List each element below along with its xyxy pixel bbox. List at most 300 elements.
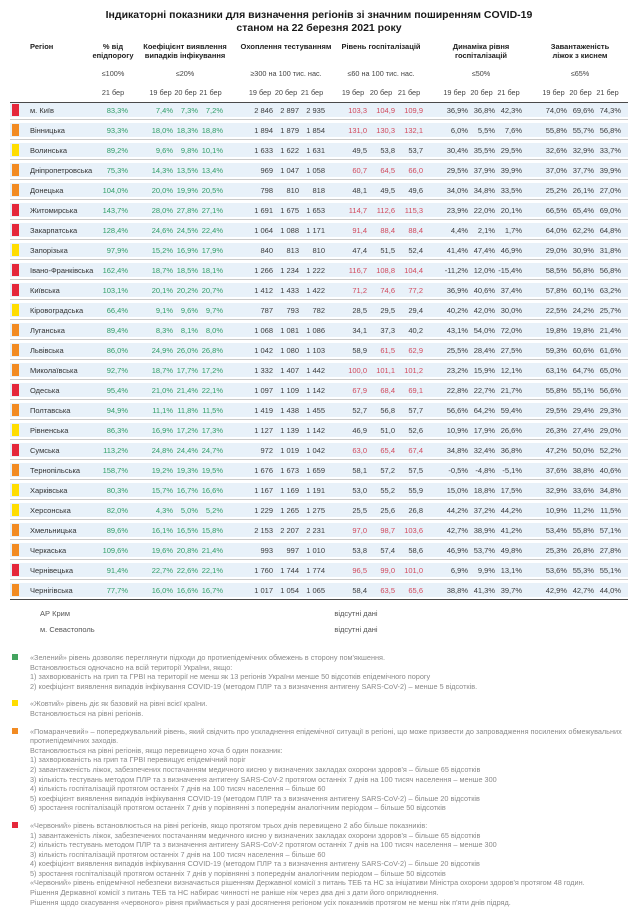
value-cell: 1 109 xyxy=(280,385,299,395)
value-cell: 1 691 xyxy=(254,205,273,215)
value-cell: 74,0% xyxy=(545,105,567,115)
value-cell: 104,4 xyxy=(404,265,423,275)
level-marker-orange xyxy=(12,584,19,596)
date-header: 20 бер xyxy=(569,88,592,97)
legend-text-line: 2) завантаженість ліжок, забезпечених постачанням медичного кисню у визначених закладах охорони здоров'я – більше 65 відсотків xyxy=(30,764,481,774)
value-cell: 20,7% xyxy=(201,285,223,295)
value-cell: 23,9% xyxy=(446,205,468,215)
region-name: Сумська xyxy=(30,445,60,455)
value-cell: 89,6% xyxy=(106,525,128,535)
value-cell: 27,4% xyxy=(572,425,594,435)
value-cell: 30,4% xyxy=(446,145,468,155)
value-cell: 75,3% xyxy=(106,165,128,175)
value-cell: 818 xyxy=(312,185,325,195)
value-cell: 28,5 xyxy=(352,305,367,315)
value-cell: 46,9% xyxy=(446,545,468,555)
value-cell: 32,9% xyxy=(572,145,594,155)
table-row-wrap xyxy=(10,223,628,240)
value-cell: 21,7% xyxy=(500,385,522,395)
value-cell: 91,4% xyxy=(106,565,128,575)
value-cell: 1 088 xyxy=(280,225,299,235)
value-cell: -4,8% xyxy=(475,465,495,475)
column-gap xyxy=(423,88,441,97)
value-cell: 798 xyxy=(260,185,273,195)
column-gap xyxy=(223,88,247,97)
title-line-2: станом на 22 березня 2021 року xyxy=(236,22,402,34)
value-cell: 2 897 xyxy=(280,105,299,115)
value-cell: 1 068 xyxy=(254,325,273,335)
value-cell: 57,5 xyxy=(408,465,423,475)
value-cell: 82,0% xyxy=(106,505,128,515)
table-row xyxy=(10,163,628,177)
table-row xyxy=(10,403,628,417)
table-row-wrap xyxy=(10,183,628,200)
region-name: Полтавська xyxy=(30,405,71,415)
level-marker-yellow xyxy=(12,144,19,156)
table-row xyxy=(10,283,628,297)
value-cell: 25,7% xyxy=(599,305,621,315)
value-cell: 15,2% xyxy=(151,245,173,255)
value-cell: 26,8 xyxy=(408,505,423,515)
value-cell: 1 171 xyxy=(306,225,325,235)
region-name: м. Севастополь xyxy=(40,625,95,634)
value-cell: 21,4% xyxy=(201,545,223,555)
value-cell: 22,4% xyxy=(201,225,223,235)
value-cell: 1 659 xyxy=(306,465,325,475)
region-name: Вінницька xyxy=(30,125,65,135)
column-group-detection-rate: Коефіцієнт виявлення випадків інфікування xyxy=(143,42,227,60)
value-cell: 11,8% xyxy=(177,405,198,415)
table-row xyxy=(10,343,628,357)
value-cell: 34,8% xyxy=(473,185,495,195)
value-cell: 27,5% xyxy=(500,345,522,355)
value-cell: 26,6% xyxy=(500,425,522,435)
level-marker-orange xyxy=(12,184,19,196)
value-cell: 53,8 xyxy=(352,545,367,555)
value-cell: 59,3% xyxy=(545,345,567,355)
value-cell: 2,1% xyxy=(477,225,495,235)
level-marker-red xyxy=(12,224,19,236)
value-cell: 1 631 xyxy=(306,145,325,155)
date-header: 19 бер xyxy=(443,88,466,97)
table-row-wrap xyxy=(10,123,628,140)
legend-text-line: Встановлюється одночасно на всій території України, якщо: xyxy=(30,662,233,672)
value-cell: 40,2% xyxy=(446,305,468,315)
value-cell: 52,4 xyxy=(408,245,423,255)
legend-text-line: «Червоний» рівень встановлюється на рівні регіонів, якщо протягом трьох днів перевищено 2 або більше показників: xyxy=(30,820,428,830)
value-cell: 77,2 xyxy=(408,285,423,295)
table-row-wrap xyxy=(10,343,628,360)
legend-text-line: «Червоний» рівень епідемічної небезпеки визначається рішенням Державної комісії з питань ТЕБ та НС за ініціативи Міністра охорони здоров'я протягом 48 годин. xyxy=(30,878,585,888)
table-row-wrap xyxy=(10,203,628,220)
table-row xyxy=(10,423,628,437)
value-cell: 19,9% xyxy=(176,185,198,195)
value-cell: 1 894 xyxy=(254,125,273,135)
value-cell: 72,0% xyxy=(500,325,522,335)
level-marker-orange xyxy=(12,364,19,376)
value-cell: 68,4 xyxy=(380,385,395,395)
value-cell: 67,9 xyxy=(352,385,367,395)
table-row xyxy=(10,223,628,237)
value-cell: 33,7% xyxy=(599,145,621,155)
legend-text-line: 1) завантаженість ліжок, забезпечених постачанням медичного кисню у визначених закладах охорони здоров'я – більше 65 відсотків xyxy=(30,830,481,840)
value-cell: 50,0% xyxy=(572,445,594,455)
value-cell: 1 265 xyxy=(280,505,299,515)
table-row-wrap xyxy=(10,383,628,400)
value-cell: 1 407 xyxy=(280,365,299,375)
value-cell: 27,8% xyxy=(599,545,621,555)
value-cell: -0,5% xyxy=(448,465,468,475)
value-cell: 8,1% xyxy=(180,325,198,335)
value-cell: 77,7% xyxy=(106,585,128,595)
value-cell: 49,8% xyxy=(500,545,522,555)
value-cell: 88,4 xyxy=(408,225,423,235)
value-cell: 24,6% xyxy=(151,225,173,235)
value-cell: 810 xyxy=(286,185,299,195)
value-cell: 1 422 xyxy=(306,285,325,295)
value-cell: 69,1 xyxy=(408,385,423,395)
value-cell: 37,2% xyxy=(473,505,495,515)
date-header: 21 бер xyxy=(497,88,520,97)
value-cell: 1 054 xyxy=(280,585,299,595)
value-cell: 10,9% xyxy=(446,425,468,435)
value-cell: 38,8% xyxy=(446,585,468,595)
value-cell: 1 222 xyxy=(306,265,325,275)
value-cell: 22,5% xyxy=(545,305,567,315)
table-row xyxy=(10,363,628,377)
value-cell: 104,0% xyxy=(102,185,128,195)
value-cell: 21,0% xyxy=(151,385,173,395)
value-cell: 57,7 xyxy=(408,405,423,415)
level-legend xyxy=(12,653,624,907)
value-cell: 19,8% xyxy=(545,325,567,335)
value-cell: 1 879 xyxy=(280,125,299,135)
value-cell: 40,2 xyxy=(408,325,423,335)
value-cell: 59,4% xyxy=(500,405,522,415)
value-cell: 52,7 xyxy=(352,405,367,415)
value-cell: 89,4% xyxy=(106,325,128,335)
value-cell: 1 275 xyxy=(306,505,325,515)
value-cell: 1 065 xyxy=(306,585,325,595)
value-cell: 37,7% xyxy=(572,165,594,175)
table-row-wrap xyxy=(10,423,628,440)
value-cell: 41,3% xyxy=(473,585,495,595)
table-body xyxy=(10,103,628,600)
value-cell: 31,8% xyxy=(599,245,621,255)
value-cell: 1 622 xyxy=(280,145,299,155)
table-row xyxy=(10,203,628,217)
value-cell: 1 412 xyxy=(254,285,273,295)
value-cell: 20,8% xyxy=(176,545,198,555)
value-cell: 30,0% xyxy=(500,305,522,315)
value-cell: 25,5 xyxy=(352,505,367,515)
table-row xyxy=(10,563,628,577)
value-cell: 40,6% xyxy=(473,285,495,295)
dates-row xyxy=(10,88,628,103)
value-cell: 18,5% xyxy=(176,265,198,275)
value-cell: 60,1% xyxy=(572,285,594,295)
value-cell: 64,0% xyxy=(545,225,567,235)
value-cell: 15,0% xyxy=(446,485,468,495)
value-cell: 21,4% xyxy=(176,385,198,395)
legend-text-line: Встановлюється на рівні регіонів, якщо перевищено хоча б один показник: xyxy=(30,745,283,755)
table-row xyxy=(10,523,628,537)
value-cell: 104,9 xyxy=(376,105,395,115)
threshold-hospitalization-dynamics: ≤50% xyxy=(471,69,491,78)
legend-text-line: Рішення щодо скасування «червоного» рівня приймається у разі досягнення регіоном усіх показників протягом не менш ніж п'яти днів підряд. xyxy=(30,897,511,907)
threshold-testing-coverage: ≥300 на 100 тис. нас. xyxy=(250,69,322,78)
value-cell: 1 010 xyxy=(306,545,325,555)
value-cell: 42,7% xyxy=(572,585,594,595)
region-name: Тернопільська xyxy=(30,465,81,475)
value-cell: 16,1% xyxy=(151,525,173,535)
value-cell: 53,6% xyxy=(545,565,567,575)
region-name: Київська xyxy=(30,285,60,295)
column-header-region: Регіон xyxy=(30,42,54,51)
value-cell: 1 019 xyxy=(280,445,299,455)
value-cell: 58,9 xyxy=(352,345,367,355)
value-cell: 8,0% xyxy=(205,325,223,335)
value-cell: 17,3% xyxy=(201,425,223,435)
table-row xyxy=(10,383,628,397)
value-cell: 21,4% xyxy=(599,325,621,335)
legend-text-line: 5) коефіцієнт виявлення випадків інфікування COVID-19 (методом ПЛР та з визначення антигену SARS-CoV-2) – більше 20 відсотків xyxy=(30,793,480,803)
table-row xyxy=(10,303,628,317)
value-cell: 95,4% xyxy=(106,385,128,395)
region-name: Івано-Франківська xyxy=(30,265,94,275)
value-cell: 993 xyxy=(260,545,273,555)
region-name: м. Київ xyxy=(30,105,54,115)
level-marker-red xyxy=(12,384,19,396)
table-row xyxy=(10,483,628,497)
value-cell: 55,8% xyxy=(545,385,567,395)
value-cell: 103,3 xyxy=(348,105,367,115)
value-cell: 29,5% xyxy=(545,405,567,415)
value-cell: 65,4 xyxy=(380,445,395,455)
region-name: Черкаська xyxy=(30,545,67,555)
value-cell: 48,1 xyxy=(352,185,367,195)
value-cell: 39,7% xyxy=(500,585,522,595)
level-marker-yellow xyxy=(12,304,19,316)
value-cell: 20,0% xyxy=(151,185,173,195)
no-data-note: відсутні дані xyxy=(334,609,378,618)
legend-text-line: 4) кількість госпіталізацій протягом останніх 7 днів на 100 тисяч населення – більше 60 xyxy=(30,784,326,794)
value-cell: 7,4% xyxy=(155,105,173,115)
value-cell: 86,0% xyxy=(106,345,128,355)
value-cell: 14,3% xyxy=(151,165,173,175)
value-cell: 47,4% xyxy=(473,245,495,255)
date-header: 20 бер xyxy=(369,88,393,97)
value-cell: 9,9% xyxy=(477,565,495,575)
value-cell: 9,1% xyxy=(155,305,173,315)
level-marker-red xyxy=(12,204,19,216)
value-cell: 13,4% xyxy=(201,165,223,175)
table-row xyxy=(10,543,628,557)
value-cell: 7,3% xyxy=(180,105,198,115)
region-name: Львівська xyxy=(30,345,64,355)
value-cell: 840 xyxy=(260,245,273,255)
value-cell: 29,3% xyxy=(599,405,621,415)
region-name: Донецька xyxy=(30,185,64,195)
value-cell: 972 xyxy=(260,445,273,455)
value-cell: 37,3 xyxy=(380,325,395,335)
value-cell: 29,0% xyxy=(545,245,567,255)
value-cell: 18,8% xyxy=(201,125,223,135)
table-row-wrap xyxy=(10,323,628,340)
table-row-wrap xyxy=(10,543,628,560)
value-cell: 36,9% xyxy=(446,105,468,115)
value-cell: 16,6% xyxy=(176,585,198,595)
value-cell: 997 xyxy=(286,545,299,555)
value-cell: 65,6 xyxy=(408,585,423,595)
value-cell: 1 042 xyxy=(306,445,325,455)
value-cell: 22,7% xyxy=(473,385,495,395)
value-cell: 56,8% xyxy=(572,265,594,275)
value-cell: 1 455 xyxy=(306,405,325,415)
value-cell: 25,2% xyxy=(545,185,567,195)
value-cell: 2 153 xyxy=(254,525,273,535)
value-cell: 62,2% xyxy=(572,225,594,235)
region-name: Миколаївська xyxy=(30,365,78,375)
value-cell: 813 xyxy=(286,245,299,255)
value-cell: 1 169 xyxy=(280,485,299,495)
value-cell: 12,1% xyxy=(500,365,522,375)
value-cell: 41,4% xyxy=(446,245,468,255)
date-header: 21 бер xyxy=(596,88,619,97)
value-cell: 2 231 xyxy=(306,525,325,535)
value-cell: 44,2% xyxy=(500,505,522,515)
value-cell: 24,4% xyxy=(176,445,198,455)
value-cell: 55,8% xyxy=(545,125,567,135)
no-data-note: відсутні дані xyxy=(334,625,378,634)
value-cell: 38,9% xyxy=(473,525,495,535)
value-cell: 17,2% xyxy=(176,425,198,435)
level-marker-red xyxy=(12,264,19,276)
value-cell: 782 xyxy=(312,305,325,315)
value-cell: 34,0% xyxy=(446,185,468,195)
value-cell: 1 142 xyxy=(306,425,325,435)
value-cell: -5,1% xyxy=(502,465,522,475)
value-cell: 11,5% xyxy=(202,405,223,415)
value-cell: 4,4% xyxy=(450,225,468,235)
value-cell: 9,8% xyxy=(180,145,198,155)
legend-text-line: 6) зростання госпіталізацій протягом останніх 7 днів у порівнянні з попереднім аналогічним періодом – більше 50 відсотків xyxy=(30,803,446,813)
value-cell: 52,2% xyxy=(599,445,621,455)
value-cell: 56,8 xyxy=(380,405,395,415)
value-cell: 66,4% xyxy=(106,305,128,315)
value-cell: 62,9 xyxy=(408,345,423,355)
value-cell: 16,7% xyxy=(176,485,198,495)
value-cell: 93,3% xyxy=(106,125,128,135)
value-cell: 1 673 xyxy=(280,465,299,475)
value-cell: 1 064 xyxy=(254,225,273,235)
value-cell: 1,7% xyxy=(504,225,522,235)
value-cell: 109,9 xyxy=(404,105,423,115)
value-cell: 17,2% xyxy=(201,365,223,375)
legend-block-red xyxy=(12,821,624,907)
value-cell: 22,7% xyxy=(151,565,173,575)
value-cell: 13,5% xyxy=(176,165,198,175)
table-row xyxy=(10,443,628,457)
date-header: 20 бер xyxy=(470,88,493,97)
value-cell: 29,4% xyxy=(572,405,594,415)
value-cell: 113,2% xyxy=(103,445,128,455)
value-cell: 53,4% xyxy=(545,525,567,535)
value-cell: 20,1% xyxy=(151,285,173,295)
region-name: АР Крим xyxy=(40,609,70,618)
value-cell: 1 438 xyxy=(280,405,299,415)
value-cell: 49,5 xyxy=(380,185,395,195)
value-cell: 1 042 xyxy=(254,345,273,355)
region-name: Кіровоградська xyxy=(30,305,84,315)
value-cell: 7,6% xyxy=(504,125,522,135)
value-cell: 1 744 xyxy=(280,565,299,575)
value-cell: 42,3% xyxy=(500,105,522,115)
value-cell: 80,3% xyxy=(106,485,128,495)
table-row xyxy=(10,143,628,157)
value-cell: 64,8% xyxy=(599,225,621,235)
date-header: 19 бер xyxy=(542,88,565,97)
region-name: Волинська xyxy=(30,145,67,155)
legend-block-orange xyxy=(12,727,624,813)
region-name: Житомирська xyxy=(30,205,78,215)
value-cell: 1 433 xyxy=(280,285,299,295)
table-row-wrap xyxy=(10,263,628,280)
value-cell: 36,9% xyxy=(446,285,468,295)
legend-text-line: 4) коефіцієнт виявлення випадків інфікування COVID-19 (методом ПЛР та з визначення антигену SARS-CoV-2) – більше 20 відсотків xyxy=(30,859,480,869)
value-cell: 8,3% xyxy=(155,325,173,335)
value-cell: 92,7% xyxy=(106,365,128,375)
value-cell: 112,6 xyxy=(376,205,395,215)
value-cell: 20,5% xyxy=(201,185,223,195)
value-cell: 57,4 xyxy=(380,545,395,555)
value-cell: 132,1 xyxy=(404,125,423,135)
column-group-epidemic-threshold: % від епідпорогу xyxy=(92,42,134,60)
value-cell: 22,0% xyxy=(473,205,495,215)
level-marker-red xyxy=(12,444,19,456)
value-cell: 47,4 xyxy=(352,245,367,255)
value-cell: 12,0% xyxy=(473,265,495,275)
value-cell: 5,2% xyxy=(205,505,223,515)
value-cell: 9,6% xyxy=(180,305,198,315)
legend-block-yellow xyxy=(12,699,624,718)
level-marker-orange xyxy=(12,404,19,416)
value-cell: 26,1% xyxy=(572,185,594,195)
value-cell: 1 058 xyxy=(306,165,325,175)
level-marker-yellow xyxy=(12,424,19,436)
value-cell: 1 191 xyxy=(306,485,325,495)
value-cell: 19,8% xyxy=(572,325,594,335)
region-column-spacer xyxy=(10,88,98,97)
value-cell: 16,0% xyxy=(151,585,173,595)
value-cell: 19,6% xyxy=(151,545,173,555)
table-row-wrap xyxy=(10,463,628,480)
value-cell: 32,9% xyxy=(545,485,567,495)
value-cell: 1 139 xyxy=(280,425,299,435)
value-cell: -11,2% xyxy=(444,265,468,275)
value-cell: 27,0% xyxy=(599,185,621,195)
value-cell: 44,0% xyxy=(599,585,621,595)
value-cell: 61,5 xyxy=(380,345,395,355)
value-cell: 57,1% xyxy=(599,525,621,535)
region-name: Дніпропетровська xyxy=(30,165,93,175)
column-group-hospitalization-level: Рівень госпіталізацій xyxy=(341,42,421,51)
table-row xyxy=(10,263,628,277)
value-cell: 53,0 xyxy=(352,485,367,495)
value-cell: 25,3% xyxy=(545,545,567,555)
column-gap xyxy=(128,88,148,97)
table-row-wrap xyxy=(10,583,628,600)
